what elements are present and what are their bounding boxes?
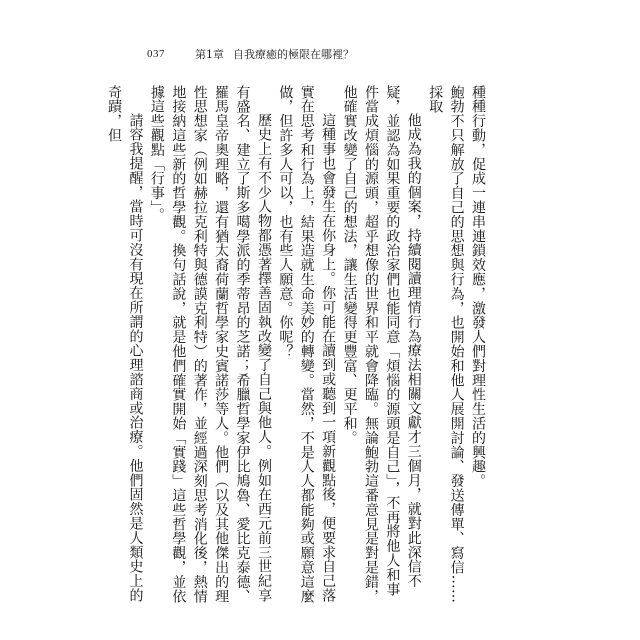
- page-number: 037: [147, 48, 165, 60]
- paragraph-1: 鮑勃不只解放了自己的思想與行為，也開始和他人展開討論、發送傳單、寫信……採取: [427, 85, 465, 604]
- chapter-label: 第1章: [195, 48, 224, 61]
- paragraph-2: 他成為我的個案，持續閱讀理情行為療法相關文獻才三個月，就對此深信不疑，並認為如果重要的政治家們也能同意「煩惱的源頭是自己」，不再將他人和事件當成煩惱的源頭，超乎想像的世界和平就會降臨。無論鮑勃這番意見是對是錯，他確實改變了自己的想法，讓生活變得更豐富、更平和。: [341, 85, 422, 604]
- paragraph-continuation: 種種行動，促成一連串連鎖效應，激發人們對理性生活的興趣。: [470, 85, 486, 489]
- paragraph-4: 歷史上有不少人物都憑著擇善固執改變了自己與他人。例如在西元前三世紀享有盛名、建立了斯多噶學派的季蒂昂的芝諾；希臘哲學家伊比鳩魯、愛比克泰德、羅馬皇帝奧理略，還有猶太裔荷蘭哲學家史賓諾莎等人。他們（以及其他傑出的理性思想家（例如赫拉克利特與德謨克利特）的著作，並經過深刻思考消化後，熱情地接納這些新的哲學觀。換句話說，就是他們確實開始「實踐」這些哲學觀，並依據這些觀點「行事」。: [148, 85, 272, 604]
- vertical-body-text: [106, 85, 488, 605]
- paragraph-3: 這種事也會發生在你身上。你可能在讀到或聽到一項新觀點後，便要求自己落實在思考和行為上，結果造就生命美妙的轉變。當然，不是人人都能夠或願意這麼做，但許多人可以，也有些人願意。你呢？: [277, 85, 337, 604]
- paragraph-5: 請容我提醒，當時可沒有現在所謂的心理諮商或治療。他們固然是人類史上的奇蹟，但: [106, 85, 144, 603]
- running-header: [147, 46, 354, 62]
- chapter-title: 自我療癒的極限在哪裡？: [233, 48, 354, 61]
